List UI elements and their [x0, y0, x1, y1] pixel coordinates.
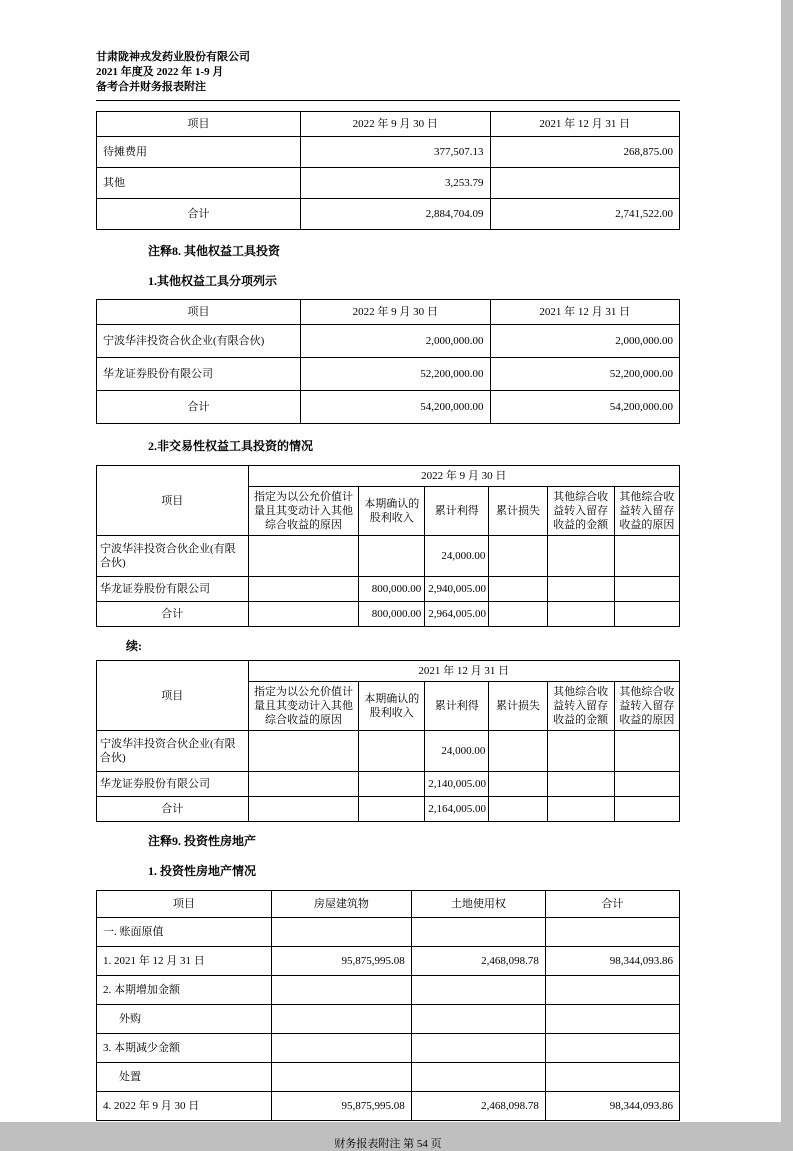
cell-buildings — [271, 918, 411, 947]
page-footer: 财务报表附注 第 54 页 — [334, 1138, 442, 1150]
value-2021: 268,875.00 — [490, 137, 679, 168]
cell-cumulative-gain: 2,964,005.00 — [425, 602, 489, 627]
continued-label: 续: — [126, 639, 142, 653]
note8-subheading-2: 2.非交易性权益工具投资的情况 — [148, 439, 314, 453]
table-row — [97, 536, 680, 577]
company-name: 甘肃陇神戎发药业股份有限公司 — [96, 51, 250, 63]
table-row — [97, 731, 680, 772]
cell-designation-reason — [248, 731, 359, 772]
item-label: 宁波华沣投资合伙企业(有限合伙) — [97, 731, 249, 772]
column-header-dividend-income: 本期确认的股利收入 — [359, 487, 425, 536]
cell-oci-transfer-amount — [547, 602, 614, 627]
table-header-row — [97, 891, 680, 918]
column-header-2022: 2022 年 9 月 30 日 — [301, 300, 490, 325]
item-label: 处置 — [97, 1063, 272, 1092]
cell-buildings: 95,875,995.08 — [271, 1092, 411, 1121]
cell-buildings — [271, 1034, 411, 1063]
nontrading-equity-table-2021 — [96, 660, 680, 822]
cell-dividend-income — [359, 536, 425, 577]
cell-cumulative-loss — [489, 772, 547, 797]
column-header-total: 合计 — [545, 891, 679, 918]
column-header-item: 项目 — [97, 300, 301, 325]
total-2021: 2,741,522.00 — [490, 199, 679, 230]
cell-total — [545, 1034, 679, 1063]
table-header-row — [97, 300, 680, 325]
item-label: 宁波华沣投资合伙企业(有限合伙) — [97, 325, 301, 358]
column-header-oci-transfer-amount: 其他综合收益转入留存收益的金额 — [547, 487, 614, 536]
column-header-2021: 2021 年 12 月 31 日 — [490, 300, 679, 325]
value-2022: 52,200,000.00 — [301, 358, 490, 391]
table-row — [97, 577, 680, 602]
column-header-designation-reason: 指定为以公允价值计量且其变动计入其他综合收益的原因 — [248, 682, 359, 731]
cell-oci-transfer-reason — [614, 577, 679, 602]
note9-heading: 注释9. 投资性房地产 — [148, 834, 257, 848]
table-header-row — [97, 112, 680, 137]
column-header-item: 项目 — [97, 466, 249, 536]
column-header-buildings: 房屋建筑物 — [271, 891, 411, 918]
period-header-row — [97, 661, 680, 682]
document-header — [96, 50, 680, 95]
column-header-cumulative-loss: 累计损失 — [489, 487, 547, 536]
total-label: 合计 — [97, 602, 249, 627]
cell-oci-transfer-amount — [547, 577, 614, 602]
value-2022: 2,000,000.00 — [301, 325, 490, 358]
table-row — [97, 1063, 680, 1092]
column-header-oci-transfer-reason: 其他综合收益转入留存收益的原因 — [614, 682, 679, 731]
item-label: 2. 本期增加金额 — [97, 976, 272, 1005]
table-row — [97, 1005, 680, 1034]
cell-dividend-income: 800,000.00 — [359, 602, 425, 627]
equity-instruments-table — [96, 299, 680, 424]
note9-subheading-1: 1. 投资性房地产情况 — [148, 864, 257, 878]
cell-cumulative-loss — [489, 797, 547, 822]
cell-designation-reason — [248, 577, 359, 602]
cell-land — [411, 918, 545, 947]
cell-oci-transfer-reason — [614, 797, 679, 822]
column-header-item: 项目 — [97, 112, 301, 137]
cell-land: 2,468,098.78 — [411, 1092, 545, 1121]
cell-dividend-income — [359, 731, 425, 772]
total-row — [97, 199, 680, 230]
period-header: 2021 年 12 月 31 日 — [248, 661, 679, 682]
prepaid-expenses-table — [96, 111, 680, 230]
cell-cumulative-gain: 24,000.00 — [425, 536, 489, 577]
cell-buildings — [271, 1005, 411, 1034]
cell-designation-reason — [248, 536, 359, 577]
item-label: 待摊费用 — [97, 137, 301, 168]
column-header-2021: 2021 年 12 月 31 日 — [490, 112, 679, 137]
cell-designation-reason — [248, 772, 359, 797]
item-label: 外购 — [97, 1005, 272, 1034]
cell-oci-transfer-reason — [614, 536, 679, 577]
value-2021: 52,200,000.00 — [490, 358, 679, 391]
column-header-item: 项目 — [97, 891, 272, 918]
total-label: 合计 — [97, 391, 301, 424]
item-label: 4. 2022 年 9 月 30 日 — [97, 1092, 272, 1121]
column-header-2022: 2022 年 9 月 30 日 — [301, 112, 490, 137]
value-2021 — [490, 168, 679, 199]
column-header-item: 项目 — [97, 661, 249, 731]
value-2021: 2,000,000.00 — [490, 325, 679, 358]
total-2022: 54,200,000.00 — [301, 391, 490, 424]
cell-buildings — [271, 976, 411, 1005]
cell-total — [545, 976, 679, 1005]
cell-oci-transfer-amount — [547, 731, 614, 772]
total-2022: 2,884,704.09 — [301, 199, 490, 230]
item-label: 3. 本期减少金额 — [97, 1034, 272, 1063]
table-row — [97, 976, 680, 1005]
report-title: 备考合并财务报表附注 — [96, 81, 206, 93]
table-row — [97, 1034, 680, 1063]
cell-land — [411, 1005, 545, 1034]
cell-dividend-income — [359, 797, 425, 822]
note8-subheading-1: 1.其他权益工具分项列示 — [148, 274, 278, 288]
column-header-land-use-rights: 土地使用权 — [411, 891, 545, 918]
table-row — [97, 358, 680, 391]
item-label: 其他 — [97, 168, 301, 199]
cell-oci-transfer-amount — [547, 797, 614, 822]
cell-land: 2,468,098.78 — [411, 947, 545, 976]
table-row — [97, 918, 680, 947]
total-2021: 54,200,000.00 — [490, 391, 679, 424]
cell-cumulative-gain: 24,000.00 — [425, 731, 489, 772]
cell-total — [545, 918, 679, 947]
total-row — [97, 602, 680, 627]
cell-cumulative-gain: 2,140,005.00 — [425, 772, 489, 797]
item-label: 一. 账面原值 — [97, 918, 272, 947]
total-row — [97, 391, 680, 424]
table-row — [97, 947, 680, 976]
nontrading-equity-table-2022 — [96, 465, 680, 627]
cell-total: 98,344,093.86 — [545, 1092, 679, 1121]
report-period: 2021 年度及 2022 年 1-9 月 — [96, 66, 224, 78]
cell-cumulative-gain: 2,940,005.00 — [425, 577, 489, 602]
column-header-dividend-income: 本期确认的股利收入 — [359, 682, 425, 731]
cell-dividend-income: 800,000.00 — [359, 577, 425, 602]
cell-buildings — [271, 1063, 411, 1092]
cell-buildings: 95,875,995.08 — [271, 947, 411, 976]
item-label: 华龙证券股份有限公司 — [97, 358, 301, 391]
total-row — [97, 797, 680, 822]
cell-land — [411, 976, 545, 1005]
cell-oci-transfer-reason — [614, 731, 679, 772]
table-row — [97, 325, 680, 358]
item-label: 宁波华沣投资合伙企业(有限合伙) — [97, 536, 249, 577]
table-row — [97, 168, 680, 199]
cell-total: 98,344,093.86 — [545, 947, 679, 976]
cell-oci-transfer-amount — [547, 772, 614, 797]
cell-cumulative-loss — [489, 536, 547, 577]
item-label: 华龙证券股份有限公司 — [97, 772, 249, 797]
cell-cumulative-gain: 2,164,005.00 — [425, 797, 489, 822]
cell-land — [411, 1063, 545, 1092]
column-header-oci-transfer-reason: 其他综合收益转入留存收益的原因 — [614, 487, 679, 536]
item-label: 华龙证券股份有限公司 — [97, 577, 249, 602]
table-row — [97, 1092, 680, 1121]
table-row — [97, 772, 680, 797]
investment-property-table — [96, 890, 680, 1121]
cell-cumulative-loss — [489, 577, 547, 602]
cell-total — [545, 1005, 679, 1034]
total-label: 合计 — [97, 797, 249, 822]
note8-heading: 注释8. 其他权益工具投资 — [148, 244, 281, 258]
column-header-oci-transfer-amount: 其他综合收益转入留存收益的金额 — [547, 682, 614, 731]
cell-cumulative-loss — [489, 602, 547, 627]
column-header-cumulative-loss: 累计损失 — [489, 682, 547, 731]
cell-dividend-income — [359, 772, 425, 797]
cell-oci-transfer-amount — [547, 536, 614, 577]
column-header-cumulative-gain: 累计利得 — [425, 487, 489, 536]
value-2022: 3,253.79 — [301, 168, 490, 199]
cell-oci-transfer-reason — [614, 602, 679, 627]
period-header-row — [97, 466, 680, 487]
cell-designation-reason — [248, 602, 359, 627]
cell-total — [545, 1063, 679, 1092]
cell-cumulative-loss — [489, 731, 547, 772]
item-label: 1. 2021 年 12 月 31 日 — [97, 947, 272, 976]
column-header-cumulative-gain: 累计利得 — [425, 682, 489, 731]
total-label: 合计 — [97, 199, 301, 230]
header-rule — [96, 100, 680, 101]
cell-oci-transfer-reason — [614, 772, 679, 797]
table-row — [97, 137, 680, 168]
cell-designation-reason — [248, 797, 359, 822]
column-header-designation-reason: 指定为以公允价值计量且其变动计入其他综合收益的原因 — [248, 487, 359, 536]
value-2022: 377,507.13 — [301, 137, 490, 168]
period-header: 2022 年 9 月 30 日 — [248, 466, 679, 487]
cell-land — [411, 1034, 545, 1063]
